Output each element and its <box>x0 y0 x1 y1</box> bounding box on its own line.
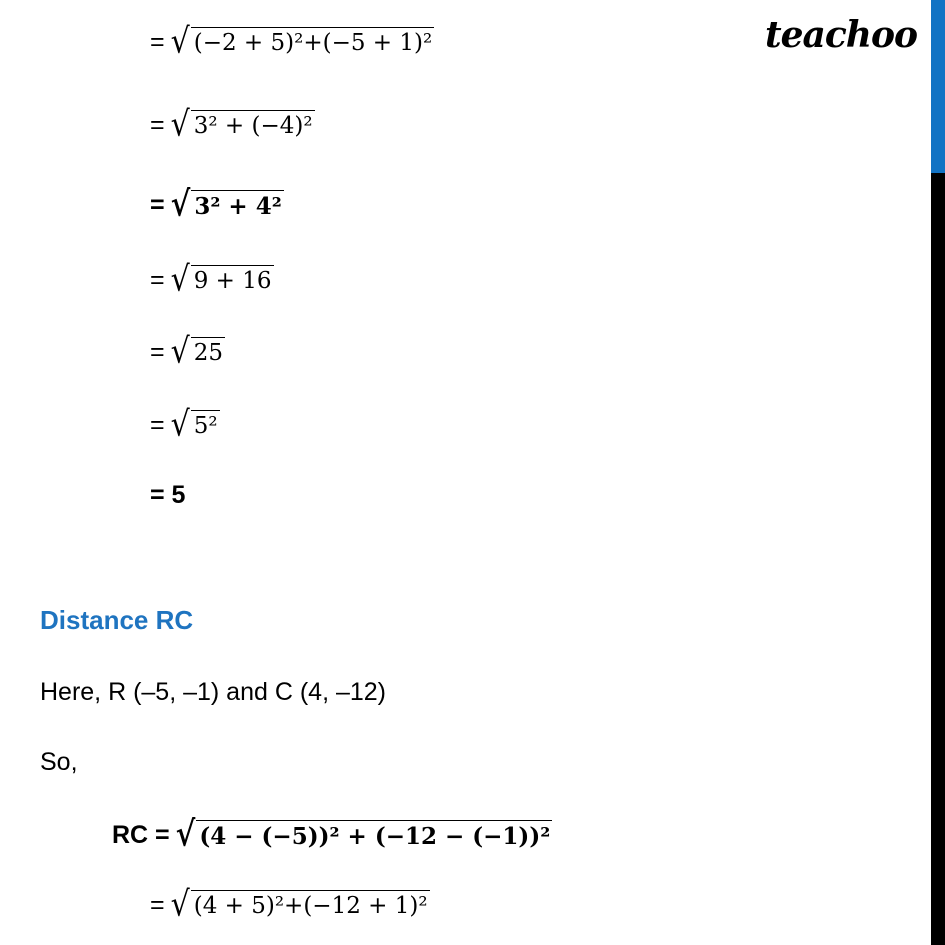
given-points: Here, R (–5, –1) and C (4, –12) <box>40 678 386 706</box>
radicand: (4 − (−5))² + (−12 − (−1))² <box>196 820 552 851</box>
square-root: √ (4 − (−5))² + (−12 − (−1))² <box>175 814 551 855</box>
step-line <box>150 103 315 147</box>
teachoo-logo: teachoo <box>765 14 917 56</box>
so-text: So, <box>40 748 78 776</box>
square-root: √ (4 + 5)²+(−12 + 1)² <box>170 884 428 925</box>
radicand: 3² + 4² <box>191 190 283 221</box>
result: = 5 <box>150 480 186 509</box>
step-line <box>150 403 220 447</box>
rc-label: RC = <box>112 820 170 849</box>
radicand: 5² <box>191 410 220 441</box>
step-line <box>150 20 434 64</box>
section-heading: Distance RC <box>40 605 194 635</box>
step-line <box>150 183 284 227</box>
radicand: (−2 + 5)²+(−5 + 1)² <box>191 27 434 58</box>
square-root: √ 3² + (−4)² <box>170 104 313 145</box>
equals: = <box>150 890 165 919</box>
step-line <box>150 883 430 927</box>
square-root: √ 25 <box>170 331 224 372</box>
equals: = <box>150 110 165 139</box>
rc-formula-line <box>112 813 552 857</box>
radicand: (4 + 5)²+(−12 + 1)² <box>191 890 430 921</box>
scrollbar-thumb[interactable] <box>931 0 945 173</box>
radicand: 25 <box>191 337 225 368</box>
step-line <box>150 330 225 374</box>
radicand: 3² + (−4)² <box>191 110 315 141</box>
equals: = <box>150 27 165 56</box>
square-root: √ 5² <box>170 404 218 445</box>
step-line <box>150 258 274 302</box>
square-root: √ 9 + 16 <box>170 259 272 300</box>
step-result <box>150 473 185 517</box>
equals: = <box>150 410 165 439</box>
equals: = <box>150 190 165 219</box>
equals: = <box>150 337 165 366</box>
square-root: √ (−2 + 5)²+(−5 + 1)² <box>170 21 433 62</box>
equals: = <box>150 265 165 294</box>
square-root: √ 3² + 4² <box>170 184 282 225</box>
radicand: 9 + 16 <box>191 265 274 296</box>
